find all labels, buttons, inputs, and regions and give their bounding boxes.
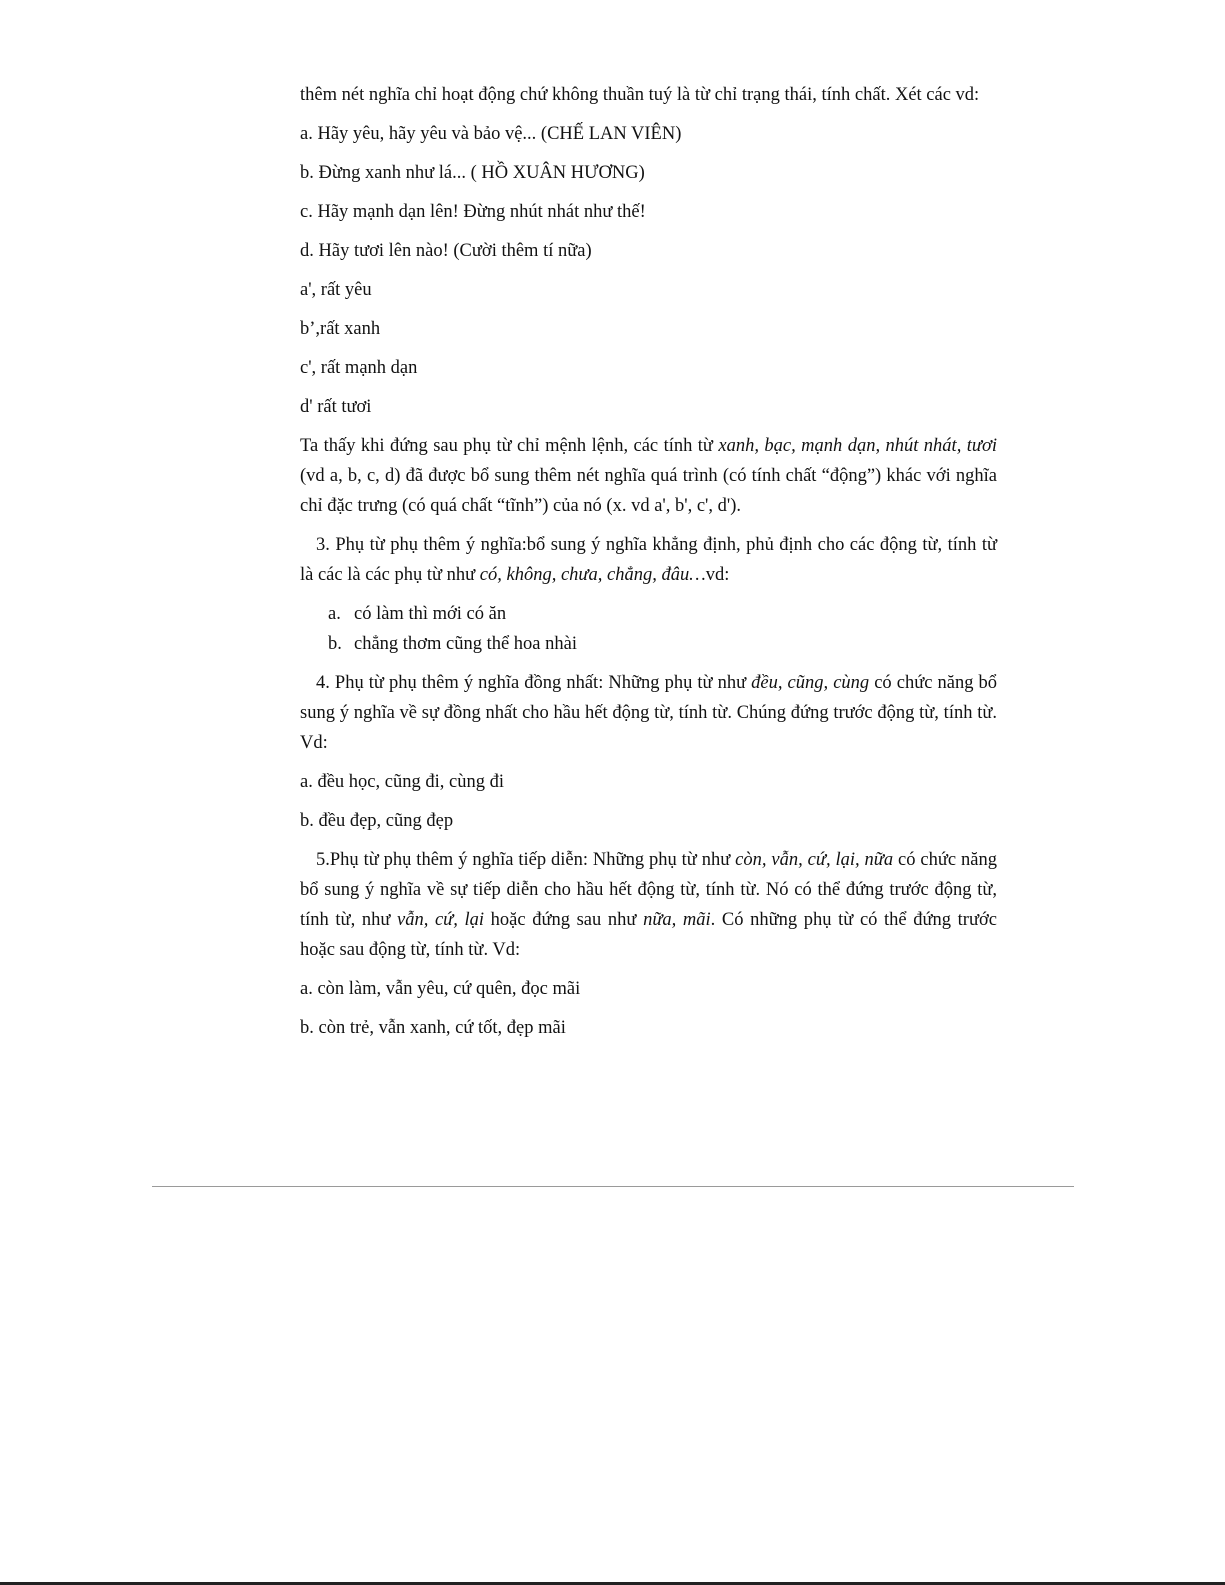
example-line: a. đều học, cũng đi, cùng đi	[300, 772, 504, 792]
example-line: b’,rất xanh	[300, 319, 381, 339]
example-line: d' rất tươi	[300, 397, 372, 417]
italic-text-run: đều, cũng, cùng	[751, 673, 870, 693]
text-run: . Có những phụ từ có thể đứng trước hoặc sau động từ, tính từ. Vd:	[300, 910, 997, 960]
paragraph-intro	[300, 80, 997, 110]
example-line: d. Hãy tươi lên nào! (Cười thêm tí nữa)	[300, 241, 592, 261]
example-line: c. Hãy mạnh dạn lên! Đừng nhút nhát như thế!	[300, 202, 646, 222]
list-item	[300, 629, 997, 659]
examples-top	[300, 119, 997, 422]
text-run: Ta thấy khi đứng sau phụ từ chỉ mệnh lệnh, các tính từ	[300, 436, 719, 456]
example-line: b. đều đẹp, cũng đẹp	[300, 811, 454, 831]
example-line: b. còn trẻ, vẫn xanh, cứ tốt, đẹp mãi	[300, 1018, 566, 1038]
italic-text-run: xanh, bạc, mạnh dạn, nhút nhát, tươi	[718, 436, 997, 456]
example-line: b. Đừng xanh như lá... ( HỒ XUÂN HƯƠNG)	[300, 163, 645, 183]
page-divider	[152, 1186, 1074, 1187]
list-item-text: chẳng thơm cũng thể hoa nhài	[354, 634, 577, 654]
italic-text-run: còn, vẫn, cứ, lại, nữa	[735, 850, 894, 870]
paragraph-section-3	[300, 530, 997, 590]
text-run: vd:	[705, 565, 730, 585]
example-line: a. Hãy yêu, hãy yêu và bảo vệ... (CHẾ LAN VIÊN)	[300, 124, 682, 144]
text-run: 4. Phụ từ phụ thêm ý nghĩa đồng nhất: Những phụ từ như	[316, 673, 752, 693]
text-run: 5.Phụ từ phụ thêm ý nghĩa tiếp diễn: Những phụ từ như	[316, 850, 736, 870]
paragraph-section-4	[300, 668, 997, 758]
example-line: a. còn làm, vẫn yêu, cứ quên, đọc mãi	[300, 979, 581, 999]
list-marker: b.	[328, 634, 342, 654]
text-run: hoặc đứng sau như	[484, 910, 644, 930]
list-marker: a.	[328, 604, 341, 624]
example-line: a', rất yêu	[300, 280, 372, 300]
example-line: c', rất mạnh dạn	[300, 358, 418, 378]
paragraph-ta-thay	[300, 431, 997, 521]
italic-text-run: vẫn, cứ, lại	[396, 910, 485, 930]
italic-text-run: nữa, mãi	[643, 910, 711, 930]
text-run: (vd a, b, c, d) đã được bổ sung thêm nét nghĩa quá trình (có tính chất “động”) khác với nghĩa chỉ đặc trưng (có quá chất “tĩnh”) của nó (x. vd a', b', c', d').	[300, 466, 997, 516]
text-run: 3. Phụ từ phụ thêm ý nghĩa:bổ sung ý nghĩa khẳng định, phủ định cho các động từ, tính từ là các là các phụ từ như	[300, 535, 997, 585]
italic-text-run: có, không, chưa, chẳng, đâu…	[479, 565, 706, 585]
list-item-text: có làm thì mới có ăn	[354, 604, 507, 624]
text-run: có chức năng bổ sung ý nghĩa về sự tiếp diễn cho hầu hết động từ, tính từ. Nó có thể đứng trước động từ, tính từ, như	[300, 850, 997, 930]
paragraph-section-5	[300, 845, 997, 965]
document-page	[300, 80, 997, 1052]
list-section-3	[300, 599, 997, 659]
text-run: thêm nét nghĩa chỉ hoạt động chứ không thuần tuý là từ chỉ trạng thái, tính chất. Xét các vd:	[300, 85, 980, 105]
text-run: có chức năng bổ sung ý nghĩa về sự đồng nhất cho hầu hết động từ, tính từ. Chúng đứng trước động từ, tính từ. Vd:	[300, 673, 998, 753]
list-item	[300, 599, 997, 629]
